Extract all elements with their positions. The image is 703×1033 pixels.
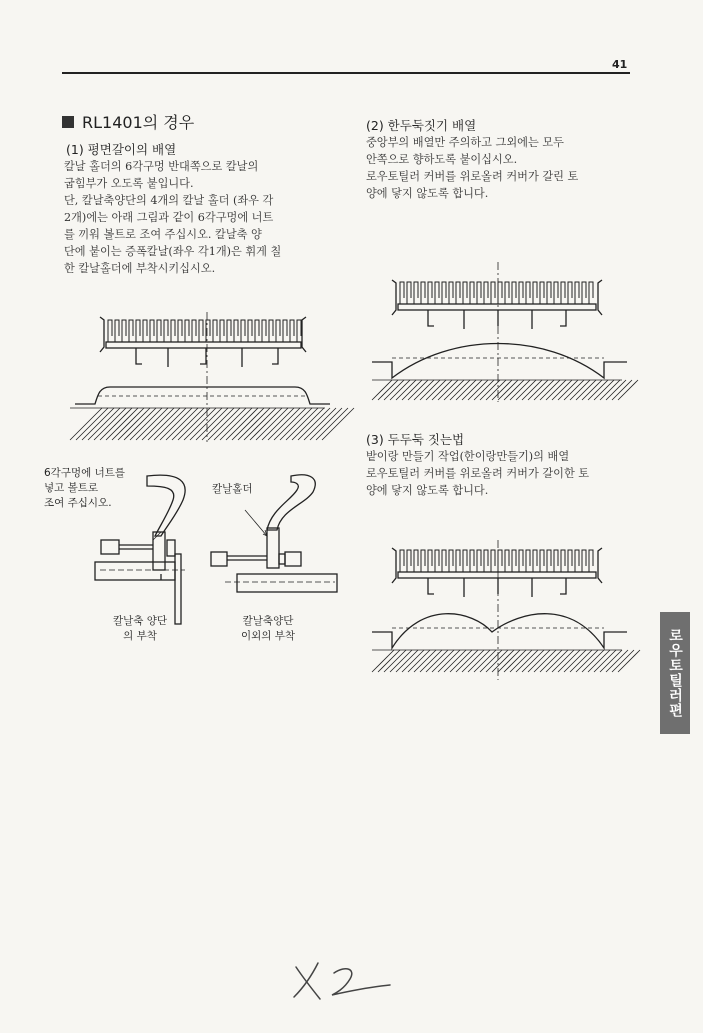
- tine: [484, 282, 488, 304]
- tine: [533, 550, 537, 572]
- tine: [575, 282, 579, 304]
- tine: [220, 320, 224, 342]
- tine: [178, 320, 182, 342]
- ground-hatch: [612, 650, 634, 672]
- ground-hatch: [444, 650, 466, 672]
- ground-hatch: [606, 380, 626, 400]
- tine: [456, 550, 460, 572]
- ground-hatch: [148, 408, 180, 440]
- ground-hatch: [528, 380, 548, 400]
- ground-hatch: [304, 408, 336, 440]
- ground-hatch: [492, 650, 514, 672]
- tine: [255, 320, 259, 342]
- callout-nut-bolt: 6각구멍에 너트를 넣고 볼트로 조여 주십시오.: [44, 467, 126, 509]
- ground-hatch: [558, 650, 580, 672]
- tine: [129, 320, 133, 342]
- ground-hatch: [268, 408, 300, 440]
- ground-hatch: [178, 408, 210, 440]
- ground-hatch: [112, 408, 144, 440]
- handwritten-mark: [290, 955, 400, 1005]
- ground-hatch: [444, 380, 464, 400]
- tine: [470, 282, 474, 304]
- tine: [519, 550, 523, 572]
- ground-hatch: [600, 380, 620, 400]
- section-heading-text: RL1401의 경우: [82, 113, 195, 132]
- ground-hatch: [462, 650, 484, 672]
- tine: [498, 282, 502, 304]
- tine: [234, 320, 238, 342]
- ground-hatch: [420, 380, 440, 400]
- ground-hatch: [564, 380, 584, 400]
- tine: [428, 282, 432, 304]
- tine: [512, 550, 516, 572]
- ground-hatch: [88, 408, 120, 440]
- ground-hatch: [510, 650, 532, 672]
- ground-hatch: [396, 650, 418, 672]
- tine: [227, 320, 231, 342]
- ground-hatch: [594, 380, 614, 400]
- tine: [157, 320, 161, 342]
- ground-hatch: [426, 380, 446, 400]
- ground-hatch: [588, 380, 608, 400]
- ground-hatch: [280, 408, 312, 440]
- ground-hatch: [262, 408, 294, 440]
- tine: [276, 320, 280, 342]
- tine: [477, 550, 481, 572]
- ground-hatch: [618, 380, 638, 400]
- tine: [589, 282, 593, 304]
- tine: [463, 550, 467, 572]
- tine: [435, 282, 439, 304]
- ground-hatch: [372, 650, 394, 672]
- ground-hatch: [540, 380, 560, 400]
- ground-hatch: [534, 650, 556, 672]
- ground-hatch: [100, 408, 132, 440]
- ground-hatch: [570, 650, 592, 672]
- tine: [568, 282, 572, 304]
- ground-hatch: [298, 408, 330, 440]
- tine: [449, 282, 453, 304]
- ground-hatch: [498, 650, 520, 672]
- ground-hatch: [402, 650, 424, 672]
- tine: [442, 550, 446, 572]
- tine: [283, 320, 287, 342]
- ground-hatch: [414, 380, 434, 400]
- ground-hatch: [546, 650, 568, 672]
- ground-hatch: [402, 380, 422, 400]
- ground-hatch: [160, 408, 192, 440]
- subsection-body-single-ridge: 중앙부의 배열만 주의하고 그외에는 모두 안쪽으로 향하도록 붙이십시오. 로우토틸러 커버를 위로올려 커버가 갈린 토 양에 닿지 않도록 합니다.: [366, 136, 579, 200]
- ground-hatch: [498, 380, 518, 400]
- ground-hatch: [480, 650, 502, 672]
- ground-hatch: [492, 380, 512, 400]
- ground-hatch: [474, 380, 494, 400]
- tine: [241, 320, 245, 342]
- ground-hatch: [486, 650, 508, 672]
- tine: [115, 320, 119, 342]
- ground-hatch: [594, 650, 616, 672]
- tine: [213, 320, 217, 342]
- tine: [491, 550, 495, 572]
- ground-hatch: [196, 408, 228, 440]
- tine: [526, 282, 530, 304]
- caption-other-mount: 칼날축양단 이외의 부착: [240, 615, 296, 642]
- ground-hatch: [474, 650, 496, 672]
- ground-hatch: [130, 408, 162, 440]
- tine: [442, 282, 446, 304]
- ground-hatch: [588, 650, 610, 672]
- ground-hatch: [510, 380, 530, 400]
- subsection-body-double-ridge: 밭이랑 만들기 작업(한이랑만들기)의 배열 로우토틸러 커버를 위로올려 커버가 갈이한 토 양에 닿지 않도록 합니다.: [366, 450, 590, 497]
- ground-hatch: [322, 408, 354, 440]
- tine: [540, 550, 544, 572]
- ground-hatch: [286, 408, 318, 440]
- tine: [526, 550, 530, 572]
- tine: [561, 282, 565, 304]
- tine: [143, 320, 147, 342]
- tine: [400, 282, 404, 304]
- tine: [199, 320, 203, 342]
- ground-hatch: [432, 650, 454, 672]
- ground-hatch: [396, 380, 416, 400]
- ground-hatch: [558, 380, 578, 400]
- ground-hatch: [546, 380, 566, 400]
- tine: [582, 550, 586, 572]
- ground-hatch: [450, 380, 470, 400]
- ground-hatch: [438, 380, 458, 400]
- tine: [407, 550, 411, 572]
- tine: [540, 282, 544, 304]
- ground-hatch: [552, 650, 574, 672]
- ground-hatch: [106, 408, 138, 440]
- ground-hatch: [256, 408, 288, 440]
- ground-hatch: [292, 408, 324, 440]
- ground-hatch: [274, 408, 306, 440]
- tine: [414, 282, 418, 304]
- tine: [491, 282, 495, 304]
- tine: [554, 282, 558, 304]
- tine: [519, 282, 523, 304]
- ground-hatch: [570, 380, 590, 400]
- ground-hatch: [540, 650, 562, 672]
- subsection-body-flat: 칼날 홀더의 6각구멍 반대쪽으로 칼날의 굽힘부가 오도록 붙입니다. 단, 칼날축양단의 4개의 칼날 홀더 (좌우 각 2개)에는 아래 그림과 같이 6각구멍에 너트 를 끼워 볼트로 조여 주십시오. 칼날축 양 단에 붙이는 증폭칼날(좌우 각1개)은 휘게 칠 한 칼날홀더에 부착시키십시오.: [64, 160, 282, 275]
- ground-hatch: [618, 650, 640, 672]
- ground-hatch: [136, 408, 168, 440]
- tine: [421, 550, 425, 572]
- tine: [547, 282, 551, 304]
- ground-hatch: [456, 380, 476, 400]
- tine: [185, 320, 189, 342]
- ground-hatch: [582, 380, 602, 400]
- ground-hatch: [142, 408, 174, 440]
- ground-hatch: [438, 650, 460, 672]
- page-number: 41: [612, 58, 628, 71]
- ground-hatch: [378, 380, 398, 400]
- section-side-tab: 로우토틸러편: [660, 612, 690, 734]
- tine: [575, 550, 579, 572]
- ground-hatch: [154, 408, 186, 440]
- ground-hatch: [214, 408, 246, 440]
- ground-hatch: [94, 408, 126, 440]
- ground-hatch: [208, 408, 240, 440]
- ground-hatch: [372, 380, 392, 400]
- ground-hatch: [600, 650, 622, 672]
- ground-hatch: [612, 380, 632, 400]
- tine: [150, 320, 154, 342]
- tine: [414, 550, 418, 572]
- tine: [470, 550, 474, 572]
- tine: [463, 282, 467, 304]
- header-rule: [62, 72, 630, 74]
- subsection-title-double-ridge: (3) 두두둑 짓는법: [366, 432, 465, 447]
- ground-hatch: [244, 408, 276, 440]
- ground-hatch: [522, 650, 544, 672]
- ground-hatch: [384, 380, 404, 400]
- ground-hatch: [82, 408, 114, 440]
- single-ridge-diagram: [372, 262, 632, 402]
- tine: [248, 320, 252, 342]
- ground-hatch: [390, 650, 412, 672]
- tine: [533, 282, 537, 304]
- ground-hatch: [426, 650, 448, 672]
- ground-hatch: [504, 380, 524, 400]
- ground-hatch: [70, 408, 102, 440]
- ground-hatch: [118, 408, 150, 440]
- ground-hatch: [172, 408, 204, 440]
- tine: [561, 550, 565, 572]
- tine: [484, 550, 488, 572]
- ground-hatch: [522, 380, 542, 400]
- ground-hatch: [378, 650, 400, 672]
- ground-hatch: [582, 650, 604, 672]
- tine: [108, 320, 112, 342]
- tine: [512, 282, 516, 304]
- ground-hatch: [232, 408, 264, 440]
- ground-hatch: [576, 380, 596, 400]
- ground-hatch: [226, 408, 258, 440]
- ground-hatch: [462, 380, 482, 400]
- subsection-title-single-ridge: (2) 한두둑짓기 배열: [366, 118, 477, 133]
- tine: [269, 320, 273, 342]
- ground-hatch: [190, 408, 222, 440]
- ground-hatch: [408, 380, 428, 400]
- ground-hatch: [480, 380, 500, 400]
- tine: [568, 550, 572, 572]
- ground-hatch: [450, 650, 472, 672]
- ground-hatch: [516, 650, 538, 672]
- ground-hatch: [516, 380, 536, 400]
- ground-hatch: [414, 650, 436, 672]
- tine: [407, 282, 411, 304]
- ground-hatch: [528, 650, 550, 672]
- ground-hatch: [238, 408, 270, 440]
- tine: [262, 320, 266, 342]
- tine: [589, 550, 593, 572]
- ground-hatch: [468, 650, 490, 672]
- callout-blade-holder: 칼날홀더: [212, 483, 253, 495]
- ground-hatch: [390, 380, 410, 400]
- ground-hatch: [576, 650, 598, 672]
- ground-hatch: [166, 408, 198, 440]
- ground-hatch: [468, 380, 488, 400]
- ground-hatch: [486, 380, 506, 400]
- ground-hatch: [220, 408, 252, 440]
- ground-hatch: [76, 408, 108, 440]
- subsection-title-flat: (1) 평면갈이의 배열: [66, 142, 177, 157]
- ground-hatch: [534, 380, 554, 400]
- tine: [192, 320, 196, 342]
- tine: [421, 282, 425, 304]
- tine: [505, 282, 509, 304]
- tine: [554, 550, 558, 572]
- square-bullet-icon: [62, 116, 74, 128]
- blade-mount-detail-diagram: [95, 470, 335, 620]
- ground-hatch: [384, 650, 406, 672]
- tine: [297, 320, 301, 342]
- caption-end-mount: 칼날축 양단 의 부착: [112, 615, 168, 642]
- ground-hatch: [184, 408, 216, 440]
- tine: [171, 320, 175, 342]
- tine: [136, 320, 140, 342]
- tine: [582, 282, 586, 304]
- tine: [547, 550, 551, 572]
- tine: [400, 550, 404, 572]
- ground-hatch: [124, 408, 156, 440]
- ground-hatch: [408, 650, 430, 672]
- section-heading: [62, 110, 194, 133]
- tine: [122, 320, 126, 342]
- ground-hatch: [250, 408, 282, 440]
- tine: [164, 320, 168, 342]
- ground-hatch: [504, 650, 526, 672]
- ground-hatch: [564, 650, 586, 672]
- flat-tilling-diagram: [70, 312, 340, 447]
- ground-hatch: [316, 408, 348, 440]
- ground-hatch: [606, 650, 628, 672]
- ground-hatch: [432, 380, 452, 400]
- tine: [428, 550, 432, 572]
- ground-hatch: [456, 650, 478, 672]
- tine: [498, 550, 502, 572]
- tine: [290, 320, 294, 342]
- tine: [505, 550, 509, 572]
- ground-hatch: [552, 380, 572, 400]
- tine: [435, 550, 439, 572]
- tine: [477, 282, 481, 304]
- tine: [449, 550, 453, 572]
- double-ridge-diagram: [372, 540, 632, 680]
- ground-hatch: [420, 650, 442, 672]
- tine: [456, 282, 460, 304]
- ground-hatch: [310, 408, 342, 440]
